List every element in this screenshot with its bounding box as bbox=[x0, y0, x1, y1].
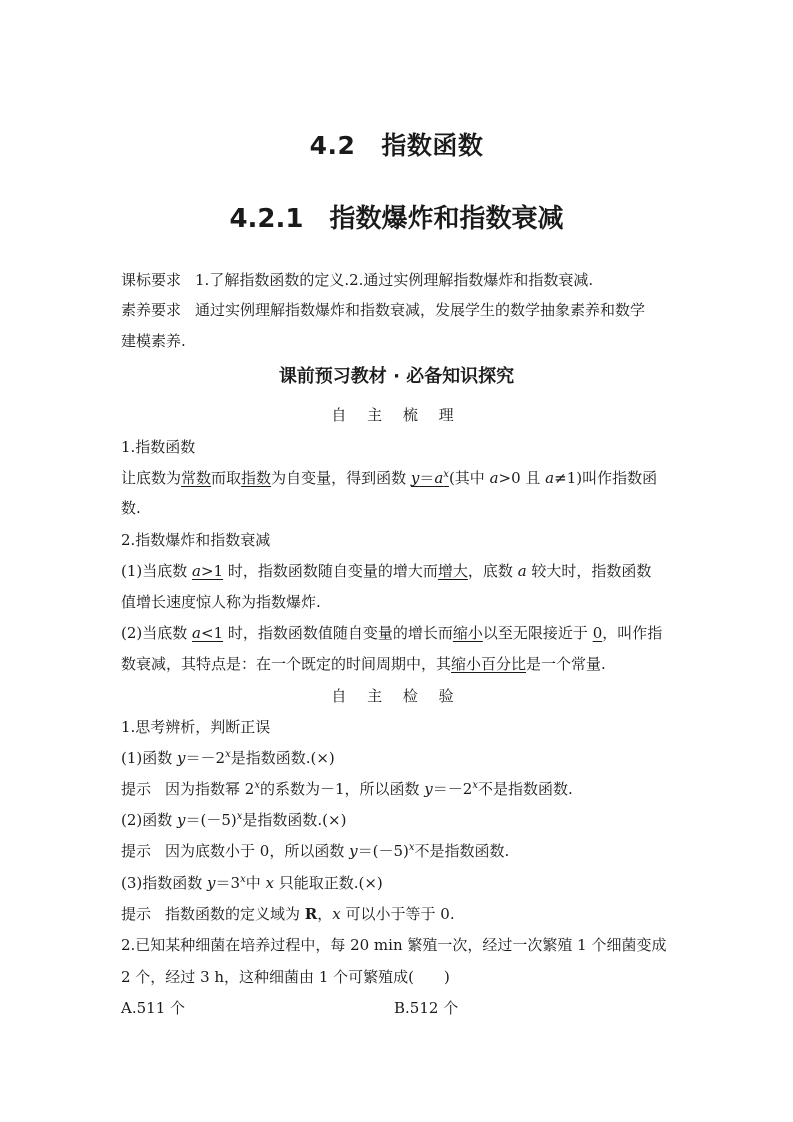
text: 而取 bbox=[211, 469, 242, 487]
requirement-text-1: 1.了解指数函数的定义.2.通过实例理解指数爆炸和指数衰减. bbox=[195, 271, 594, 289]
text: (1)当底数 bbox=[121, 562, 193, 580]
growth-line-2: 值增长速度惊人称为指数爆炸. bbox=[121, 593, 321, 611]
text: >1 bbox=[200, 562, 224, 580]
hint-1 bbox=[121, 779, 677, 799]
text: 让底数为 bbox=[121, 469, 182, 487]
text: (3)指数函数 bbox=[121, 874, 208, 892]
text: ＝ bbox=[419, 469, 435, 487]
variable: a bbox=[545, 469, 555, 487]
requirement-line-1 bbox=[121, 270, 677, 290]
exponent: x bbox=[472, 780, 478, 791]
text: ＝－2 bbox=[185, 749, 226, 767]
text: 以至无限接近于 bbox=[482, 624, 593, 642]
item-1-title: 1.指数函数 bbox=[121, 438, 196, 456]
text: 为自变量，得到函数 bbox=[271, 469, 411, 487]
exponent: x bbox=[240, 874, 246, 885]
text: ≠1)叫作指数函 bbox=[554, 469, 658, 487]
text: 时，指数函数值随自变量的增长而 bbox=[223, 624, 453, 642]
underlined-term: 常数 bbox=[181, 469, 212, 487]
hint-label: 提示 bbox=[121, 780, 152, 798]
option-b: B.512 个 bbox=[394, 999, 459, 1017]
variable: y bbox=[424, 780, 433, 798]
underlined-condition bbox=[192, 562, 223, 580]
section-number: 4.2.1 bbox=[229, 204, 304, 234]
exponent: x bbox=[236, 811, 243, 822]
real-numbers-symbol: R bbox=[304, 905, 318, 923]
exponent: x bbox=[408, 842, 415, 853]
variable: a bbox=[192, 624, 201, 642]
question-1-title: 1.思考辨析，判断正误 bbox=[121, 718, 271, 736]
underlined-condition bbox=[192, 624, 223, 642]
text: (2)当底数 bbox=[121, 624, 193, 642]
underlined-term: 缩小 bbox=[452, 624, 483, 642]
variable: a bbox=[192, 562, 201, 580]
exponent: x bbox=[225, 749, 231, 760]
exponent: x bbox=[443, 469, 449, 480]
self-check-heading: 自 主 检 验 bbox=[331, 687, 462, 705]
preview-section-heading: 课前预习教材 · 必备知识探究 bbox=[278, 366, 515, 387]
text: 是指数函数.(×) bbox=[230, 749, 335, 767]
text: >0 且 bbox=[498, 469, 546, 487]
underlined-term: 缩小百分比 bbox=[451, 655, 527, 673]
variable: a bbox=[489, 469, 499, 487]
hint-3 bbox=[121, 904, 677, 924]
text: 时，指数函数随自变量的增大而 bbox=[223, 562, 438, 580]
text: (其中 bbox=[448, 469, 490, 487]
text: ＝－2 bbox=[432, 780, 473, 798]
text: 较大时，指数函数 bbox=[526, 562, 652, 580]
section-title bbox=[0, 198, 793, 235]
variable: a bbox=[434, 469, 444, 487]
question-2-line-2: 2 个，经过 3 h，这种细菌由 1 个可繁殖成( ) bbox=[121, 968, 450, 986]
requirement-label-2: 素养要求 bbox=[121, 301, 182, 319]
text: 指数函数的定义域为 bbox=[165, 905, 305, 923]
hint-2 bbox=[121, 841, 677, 861]
text: (2)函数 bbox=[121, 811, 178, 829]
chapter-number: 4.2 bbox=[309, 131, 356, 160]
text: 数衰减，其特点是：在一个既定的时间周期中，其 bbox=[121, 655, 452, 673]
text: <1 bbox=[200, 624, 224, 642]
variable: y bbox=[177, 811, 186, 829]
underlined-term: 指数 bbox=[241, 469, 272, 487]
text: 可以小于等于 0. bbox=[340, 905, 455, 923]
text: 的系数为－1，所以函数 bbox=[259, 780, 425, 798]
variable: a bbox=[517, 562, 527, 580]
requirement-line-3 bbox=[121, 331, 677, 351]
text: 不是指数函数. bbox=[414, 842, 510, 860]
text: 不是指数函数. bbox=[477, 780, 573, 798]
definition-line-1 bbox=[121, 468, 677, 488]
section-name: 指数爆炸和指数衰减 bbox=[329, 204, 564, 234]
exponent: x bbox=[254, 780, 260, 791]
variable: x bbox=[332, 905, 341, 923]
text: 因为指数幂 2 bbox=[165, 780, 255, 798]
variable: y bbox=[177, 749, 186, 767]
underlined-term: 0 bbox=[592, 624, 603, 642]
requirement-line-2 bbox=[121, 300, 677, 320]
question-2-line-1: 2.已知某种细菌在培养过程中，每 20 min 繁殖一次，经过一次繁殖 1 个细菌变成 bbox=[121, 936, 667, 954]
underlined-term: 增大 bbox=[437, 562, 468, 580]
item-2-title: 2.指数爆炸和指数衰减 bbox=[121, 531, 271, 549]
formula bbox=[411, 469, 449, 487]
text: (1)函数 bbox=[121, 749, 178, 767]
decay-line-2 bbox=[121, 654, 677, 674]
requirement-text-2: 通过实例理解指数爆炸和指数衰减，发展学生的数学抽象素养和数学 bbox=[195, 301, 646, 319]
hint-label: 提示 bbox=[121, 842, 152, 860]
self-study-heading: 自 主 梳 理 bbox=[331, 406, 462, 424]
variable: x bbox=[265, 874, 274, 892]
question-1-2 bbox=[121, 810, 677, 830]
definition-line-2: 数. bbox=[121, 499, 141, 517]
requirement-label-1: 课标要求 bbox=[121, 271, 182, 289]
text: 中 bbox=[245, 874, 266, 892]
decay-line-1 bbox=[121, 623, 677, 643]
text: ＝(－5) bbox=[185, 811, 237, 829]
text: 是一个常量. bbox=[526, 655, 606, 673]
text: ，底数 bbox=[467, 562, 518, 580]
hint-label: 提示 bbox=[121, 905, 152, 923]
text: ， bbox=[317, 905, 333, 923]
variable: y bbox=[207, 874, 216, 892]
growth-line-1 bbox=[121, 561, 677, 581]
option-a: A.511 个 bbox=[121, 999, 185, 1017]
chapter-name: 指数函数 bbox=[381, 131, 484, 160]
question-1-3 bbox=[121, 873, 677, 893]
requirement-text-2-cont: 建模素养. bbox=[121, 332, 186, 350]
text: 只能取正数.(×) bbox=[273, 874, 383, 892]
text: 因为底数小于 0，所以函数 bbox=[165, 842, 350, 860]
text: ，叫作指 bbox=[602, 624, 663, 642]
text: 是指数函数.(×) bbox=[242, 811, 347, 829]
chapter-title bbox=[0, 126, 793, 162]
variable: y bbox=[349, 842, 358, 860]
text: ＝3 bbox=[215, 874, 241, 892]
variable: y bbox=[410, 469, 420, 487]
text: ＝(－5) bbox=[357, 842, 409, 860]
question-1-1 bbox=[121, 748, 677, 768]
